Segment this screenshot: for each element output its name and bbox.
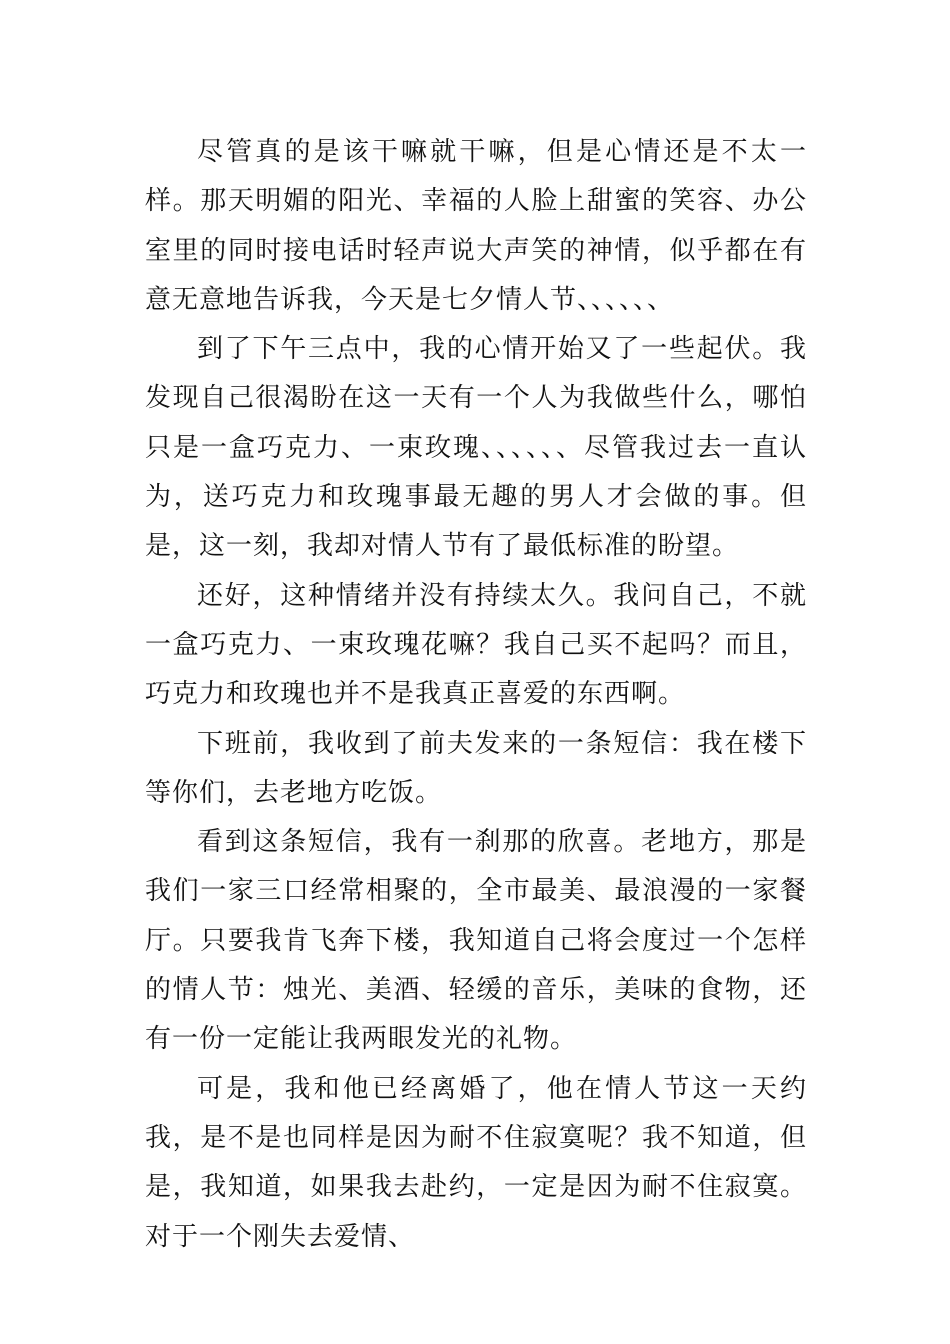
paragraph-5: 看到这条短信，我有一刹那的欣喜。老地方，那是我们一家三口经常相聚的，全市最美、最浪漫的一家餐厅。只要我肯飞奔下楼，我知道自己将会度过一个怎样的情人节：烛光、美酒、轻缓的音乐，美味的食物，还有一份一定能让我两眼发光的礼物。 xyxy=(145,827,807,1055)
paragraph-4: 下班前，我收到了前夫发来的一条短信：我在楼下等你们，去老地方吃饭。 xyxy=(145,728,807,808)
paragraph-3: 还好，这种情绪并没有持续太久。我问自己，不就一盒巧克力、一束玫瑰花嘛？我自己买不起吗？而且，巧克力和玫瑰也并不是我真正喜爱的东西啊。 xyxy=(145,580,807,710)
paragraph-1: 尽管真的是该干嘛就干嘛，但是心情还是不太一样。那天明媚的阳光、幸福的人脸上甜蜜的笑容、办公室里的同时接电话时轻声说大声笑的神情，似乎都在有意无意地告诉我，今天是七夕情人节、、、、、、 xyxy=(145,137,807,315)
paragraph-6: 可是，我和他已经离婚了，他在情人节这一天约我，是不是也同样是因为耐不住寂寞呢？我不知道，但是，我知道，如果我去赴约，一定是因为耐不住寂寞。对于一个刚失去爱情、 xyxy=(145,1073,807,1252)
paragraph-2: 到了下午三点中，我的心情开始又了一些起伏。我发现自己很渴盼在这一天有一个人为我做些什么，哪怕只是一盒巧克力、一束玫瑰、、、、、、尽管我过去一直认为，送巧克力和玫瑰事最无趣的男人才会做的事。但是，这一刻，我却对情人节有了最低标准的盼望。 xyxy=(145,334,807,562)
